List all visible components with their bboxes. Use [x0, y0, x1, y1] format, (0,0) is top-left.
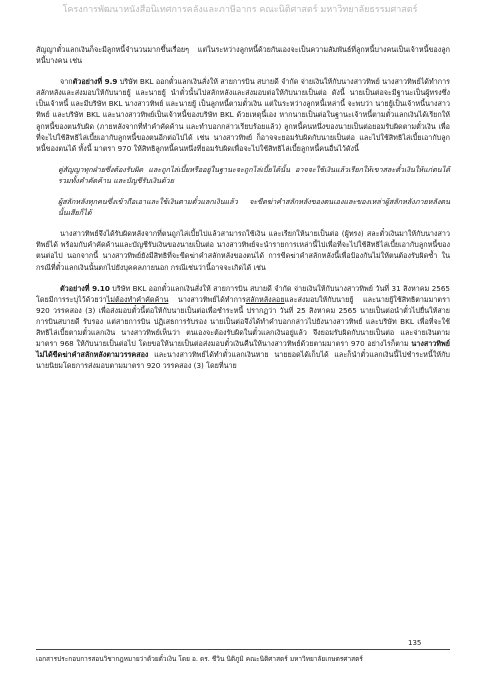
page-body — [36, 44, 450, 381]
quote-section-970-para-1: คู่สัญญาทุกฝ่ายซึ่งต้องรับผิด และถูกไล่เบี้ยหรืออยู่ในฐานะจะถูกไล่เบี้ยได้นั้น อาจจะใช้เงินแล้วเรียกให้เขาสละตั๋วเงินให้แก่ตนได้ รวมทั้งคำคัดค้าน และบัญชีรับเงินด้วย — [58, 164, 450, 185]
running-footer: เอกสารประกอบการสอนวิชากฎหมายว่าด้วยตั๋วเงิน โดย อ. ดร. ชีวิน นิติภูมิ คณะนิติศาสตร์ มหาวิทยาลัยเกษตรศาสตร์ — [36, 655, 363, 663]
paragraph-intro: สัญญาตั๋วแลกเงินก็จะมีลูกหนี้จำนวนมากขึ้นเรื่อยๆ แต่ในระหว่างลูกหนี้ด้วยกันเองจะเป็นความสัมพันธ์ที่ลูกหนี้บางคนเป็นเจ้าหนี้ของลูกหนี้บางคน เช่น — [36, 45, 450, 66]
example-9-10-text-a: บริษัท BKL ออกตั๋วแลกเงินสั่งให้ สายการบิน สบายดี จำกัด จ่ายเงินให้กับนางสาวทิพย์ วันที่ 31 สิงหาคม 2565 โดยมีการระบุไว้ด้วยว่า — [36, 283, 450, 304]
example-9-10-text-d: และนางสาวทิพย์ได้ทำตั๋วแลกเงินหาย นายยอดได้เก็บได้ และก็นำตั๋วแลกเงินนี้ไปชำระหนี้ให้กับนายนิยมโดยการส่งมอบตามมาตรา 920 วรรคสอง (3) โดยที่นาย — [36, 350, 450, 371]
example-9-10-text-c: และส่งมอบให้กับนายยู้ และนายยู้ใช้สิทธิตามมาตรา 920 วรรคสอง (3) เพื่อส่งมอบตั๋วนี้ต่อให้กับนายเป็นต่อเพื่อชำระหนี้ ปรากฏว่า วันที่ 25 สิงหาคม 2565 นายเป็นต่อนำตั๋วไปยื่นให้สายการบินสบายดี รับรอง แต่สายการบิน ปฏิเสธการรับรอง นายเป็นต่อจึงได้ทำคำบอกกล่าวไปยังนางสาวทิพย์ และบริษัท BKL เพื่อที่จะใช้สิทธิไล่เบี้ยตามตั๋วแลกเงิน นางสาวทิพย์เห็นว่า ตนเองจะต้องรับผิดในตั๋วแลกเงินอยู่แล้ว จึงยอมรับผิดกับนายเป็นต่อ และจ่ายเงินตามมาตรา 968 ให้กับนายเป็นต่อไป โดยขอให้นายเป็นต่อส่งมอบตั๋วเงินคืนให้นางสาวทิพย์ด้วยตามมาตรา 970 อย่างไรก็ตาม — [36, 294, 450, 349]
page-number: 135 — [408, 639, 422, 647]
underlined-blank-endorsement: สลักหลังลอย — [245, 294, 285, 304]
example-9-9-heading: ตัวอย่างที่ 9.9 — [72, 77, 118, 87]
example-9-10-text-b: นางสาวทิพย์ได้ทำการ — [168, 294, 246, 304]
footer-divider — [36, 649, 450, 650]
running-header: โครงการพัฒนาหนังสือนิเทศการคลังและภาษีอากร คณะนิติศาสตร์ มหาวิทยาลัยธรรมศาสตร์ — [62, 5, 418, 15]
quote-section-970-para-2: ผู้สลักหลังทุกคนซึ่งเข้าถือเอาและใช้เงินตามตั๋วแลกเงินแล้ว จะขีดฆ่าคำสลักหลังของตนเองและของเหล่าผู้สลักหลังภายหลังตนนั้นเสียก็ได้ — [58, 197, 450, 218]
bold-not-cancel-endorsement: นางสาวทิพย์ไม่ได้ขีดฆ่าคำสลักหลังตามวรรคสอง — [36, 339, 450, 360]
example-prefix: จาก — [60, 77, 73, 87]
paragraph-explanation: นางสาวทิพย์จึงได้รับผิดหลังจากที่ตนถูกไล่เบี้ยไปแล้วสามารถใช้เงิน และเรียกให้นายเป็นต่อ (ผู้ทรง) สละตั๋วเงินมาให้กับนางสาวทิพย์ได้ พร้อมกับคำคัดค้านและบัญชีรับเงินของนายเป็นต่อ นางสาวทิพย์จะนำรายการเหล่านี้ไปเพื่อที่จะไปใช้สิทธิไล่เบี้ยเอากับลูกหนี้ของตนต่อไป นอกจากนี้ นางสาวทิพย์ยังมีสิทธิที่จะขีดฆ่าคำสลักหลังของตนได้ การขีดฆ่าคำสลักหลังนี้เพื่อป้องกันไม่ให้ตนต้องรับผิดซ้ำ ในกรณีที่ตั๋วแลกเงินนั้นตกไปยังบุคคลภายนอก กรณีเช่นว่านี้อาจจะเกิดได้ เช่น — [36, 229, 450, 272]
paragraph-example-9-10 — [36, 283, 450, 372]
example-9-9-text: บริษัท BKL ออกตั๋วแลกเงินสั่งให้ สายการบิน สบายดี จำกัด จ่ายเงินให้กับนางสาวทิพย์ นางสาวทิพย์ได้ทำการสลักหลังและส่งมอบให้กับนายยู้ และนายยู้ นำตั๋วนั้นไปสลักหลังและส่งมอบต่อให้กับนายเป็นต่อ ดังนี้ นายเป็นต่อจะมีฐานะเป็นผู้ทรงซึ่งเป็นเจ้าหนี้ และมีบริษัท BKL นางสาวทิพย์ และนายยู้ เป็นลูกหนี้ตามตั๋วเงิน แต่ในระหว่างลูกหนี้เหล่านี้ จะพบว่า นายยู้เป็นเจ้าหนี้นางสาวทิพย์ และบริษัท BKL และนางสาวทิพย์เป็นเจ้าหนี้ของบริษัท BKL ด้วยเหตุนี้เอง หากนายเป็นต่อในฐานะเจ้าหนี้ตามตั๋วแลกเงินได้เรียกให้ลูกหนี้ของตนรับผิด (ภายหลังจากที่ทำคำคัดค้าน และทำบอกกล่าวเรียบร้อยแล้ว) ลูกหนี้คนหนึ่งของนายเป็นต่อยอมรับผิดตามตั๋วเงิน เพื่อที่จะไปใช้สิทธิไล่เบี้ยเอากับลูกหนี้ของตนอีกต่อไปได้ เช่น นางสาวทิพย์ ก็อาจจะยอมรับผิดกับนายเป็นต่อ และไปใช้สิทธิไล่เบี้ยเอากับลูกหนี้ของตนได้ ทั้งนี้ มาตรา 970 ให้สิทธิลูกหนี้คนหนึ่งที่ยอมรับผิดเพื่อจะไปใช้สิทธิไล่เบี้ยลูกหนี้คนอื่นไว้ดังนี้ — [36, 77, 451, 153]
paragraph-example-9-9 — [36, 76, 450, 154]
underlined-no-protest: ไม่ต้องทำคำคัดค้าน — [106, 294, 169, 304]
example-9-10-heading: ตัวอย่างที่ 9.10 — [60, 283, 110, 293]
